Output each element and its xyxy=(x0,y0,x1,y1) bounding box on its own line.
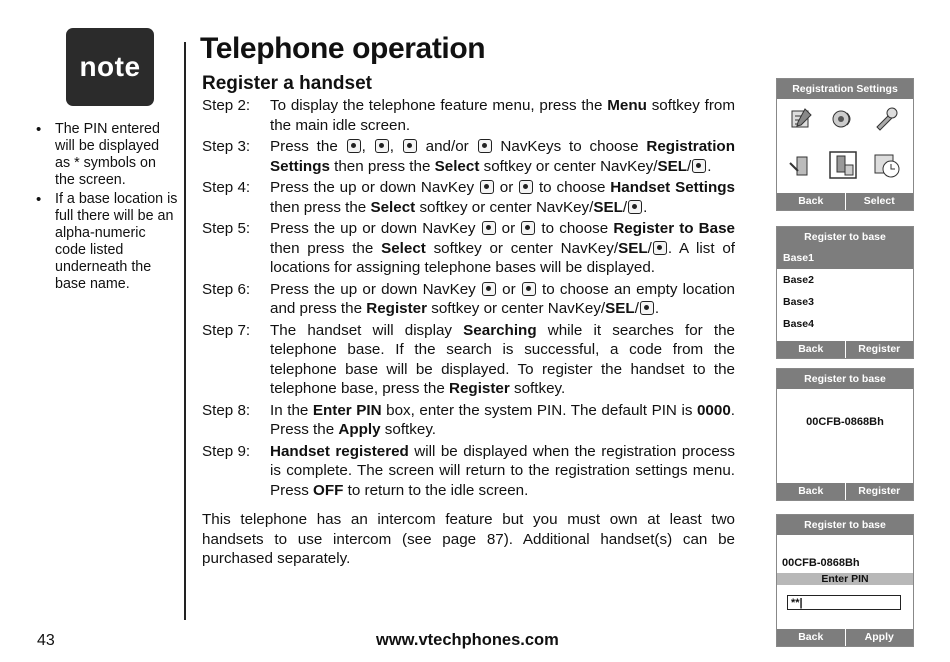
step-label: Step 6: xyxy=(202,280,251,298)
step-text: Press the up or down NavKey or to choose an empty location and press the Register softkey or center NavKey/SEL/ . xyxy=(270,280,735,318)
steps-list xyxy=(202,96,735,502)
step-item xyxy=(202,178,735,217)
back-softkey[interactable]: Back xyxy=(798,485,824,497)
up-navkey-icon xyxy=(347,139,361,153)
step-label: Step 7: xyxy=(202,321,251,339)
step-text: Press the , , and/or NavKeys to choose Registration Settings then press the Select softkey or center NavKey/SEL/ . xyxy=(270,137,735,175)
register-softkey[interactable]: Register xyxy=(845,341,914,358)
notepad-icon[interactable] xyxy=(787,105,815,133)
up-navkey-icon xyxy=(482,282,496,296)
section-title: Register a handset xyxy=(202,73,372,94)
step-text: Press the up or down NavKey or to choose Register to Base then press the Select softkey or center NavKey/SEL/ . A list of locations for assigning telephone bases will be displayed. xyxy=(270,219,735,277)
divider xyxy=(184,42,186,620)
select-navkey-icon xyxy=(653,241,667,255)
base-option[interactable]: Base2 xyxy=(783,274,814,286)
note-item: • The PIN entered will be displayed as * symbols on the screen. xyxy=(36,121,178,189)
apply-softkey[interactable]: Apply xyxy=(845,629,914,646)
step-text: To display the telephone feature menu, press the Menu softkey from the main idle screen. xyxy=(270,97,735,134)
website-link[interactable]: www.vtechphones.com xyxy=(376,631,559,649)
back-softkey[interactable]: Back xyxy=(798,195,824,207)
screen-title: Register to base xyxy=(777,369,913,389)
step-text: The handset will display Searching while it searches for the telephone base. If the search is successful, a code from the telephone base will be displayed. To register the handset to the telephone base, press the Register softkey. xyxy=(270,321,735,398)
base-option[interactable]: Base1 xyxy=(777,247,913,269)
pin-input[interactable]: **| xyxy=(787,595,901,610)
page-number: 43 xyxy=(37,632,55,649)
clock-icon[interactable] xyxy=(873,151,901,179)
step-label: Step 2: xyxy=(202,97,251,114)
select-navkey-icon xyxy=(692,159,706,173)
register-softkey[interactable]: Register xyxy=(845,483,914,500)
screen-enter-pin xyxy=(776,514,914,647)
step-label: Step 8: xyxy=(202,401,251,419)
step-item xyxy=(202,280,735,319)
note-badge: note xyxy=(66,28,154,106)
speaker-icon[interactable] xyxy=(829,105,857,133)
step-label: Step 4: xyxy=(202,178,251,196)
right-navkey-icon xyxy=(478,139,492,153)
intercom-paragraph: This telephone has an intercom feature but you must own at least two handsets to use intercom (see page 87). Additional handset(s) can be purchased separately. xyxy=(202,511,735,568)
step-label: Step 5: xyxy=(202,219,251,237)
screen-registration-settings xyxy=(776,78,914,211)
screen-title: Register to base xyxy=(777,515,913,535)
down-navkey-icon xyxy=(522,282,536,296)
pin-label: Enter PIN xyxy=(777,573,913,585)
base-option[interactable]: Base4 xyxy=(783,318,814,330)
screen-register-code xyxy=(776,368,914,501)
screen-title: Registration Settings xyxy=(777,79,913,99)
step-item xyxy=(202,442,735,501)
base-code: 00CFB-0868Bh xyxy=(782,557,860,569)
step-item xyxy=(202,96,735,135)
tools-icon[interactable] xyxy=(873,105,901,133)
step-item xyxy=(202,321,735,399)
back-softkey[interactable]: Back xyxy=(798,343,824,355)
note-item: • If a base location is full there will be an alpha-numeric code listed underneath the base name. xyxy=(36,191,178,293)
side-notes xyxy=(36,121,178,295)
step-item xyxy=(202,137,735,176)
step-text: Press the up or down NavKey or to choose Handset Settings then press the Select softkey or center NavKey/SEL/ . xyxy=(270,178,735,216)
down-navkey-icon xyxy=(375,139,389,153)
step-label: Step 3: xyxy=(202,137,251,155)
screen-register-to-base-list xyxy=(776,226,914,359)
base-code: 00CFB-0868Bh xyxy=(806,416,884,428)
base-option[interactable]: Base3 xyxy=(783,296,814,308)
left-navkey-icon xyxy=(403,139,417,153)
select-softkey[interactable]: Select xyxy=(845,193,914,210)
registration-icon[interactable] xyxy=(829,151,857,179)
step-text: In the Enter PIN box, enter the system PIN. The default PIN is 0000. Press the Apply softkey. xyxy=(270,401,736,439)
back-softkey[interactable]: Back xyxy=(798,631,824,643)
down-navkey-icon xyxy=(519,180,533,194)
up-navkey-icon xyxy=(480,180,494,194)
step-item xyxy=(202,219,735,278)
select-navkey-icon xyxy=(628,200,642,214)
page-title: Telephone operation xyxy=(200,32,486,65)
down-navkey-icon xyxy=(521,221,535,235)
step-item xyxy=(202,401,735,440)
phone-settings-icon[interactable] xyxy=(787,151,815,179)
select-navkey-icon xyxy=(640,301,654,315)
up-navkey-icon xyxy=(482,221,496,235)
screen-title: Register to base xyxy=(777,227,913,247)
step-label: Step 9: xyxy=(202,442,251,460)
step-text: Handset registered will be displayed when the registration process is complete. The screen will return to the registration settings menu. Press OFF to return to the idle screen. xyxy=(270,442,735,499)
